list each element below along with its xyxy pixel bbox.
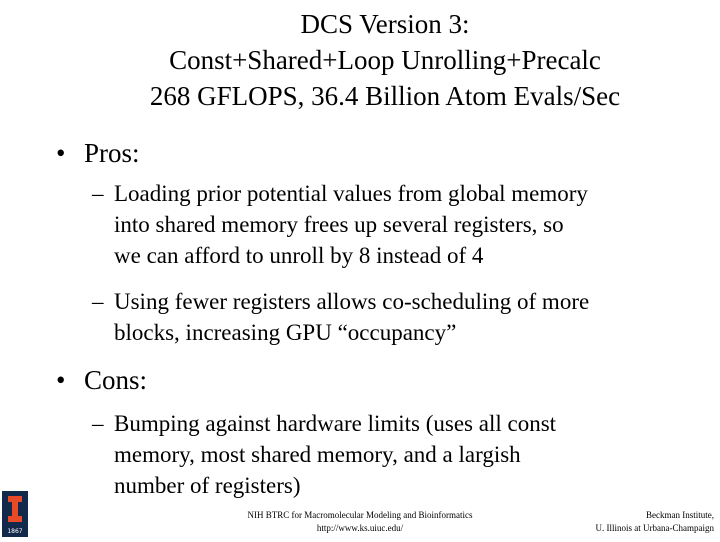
dash-marker: –	[92, 411, 104, 436]
pros-item-2-line-1: Using fewer registers allows co-scheduling of more	[114, 289, 590, 314]
pros-item-2	[92, 286, 590, 348]
dash-marker: –	[92, 289, 104, 314]
cons-item-1-line-2: memory, most shared memory, and a largish	[114, 442, 521, 467]
bullet-marker: •	[56, 138, 66, 168]
title-line-1: DCS Version 3:	[300, 9, 470, 39]
pros-item-1-line-1: Loading prior potential values from global memory	[114, 181, 588, 206]
footer-center-line-1: NIH BTRC for Macromolecular Modeling and Bioinformatics	[247, 510, 473, 520]
footer-right-line-1: Beckman Institute,	[646, 510, 714, 520]
university-logo	[2, 491, 28, 537]
cons-heading: Cons:	[84, 365, 148, 395]
cons-item-1-line-1: Bumping against hardware limits (uses all const	[114, 411, 557, 436]
pros-item-1-line-2: into shared memory frees up several registers, so	[114, 212, 564, 237]
footer-center	[200, 509, 520, 535]
title-line-3: 268 GFLOPS, 36.4 Billion Atom Evals/Sec	[149, 81, 621, 111]
pros-item-2-line-2: blocks, increasing GPU “occupancy”	[114, 320, 457, 345]
logo-year: 1867	[7, 528, 23, 535]
pros-item-1	[92, 178, 588, 271]
slide-title	[60, 6, 710, 114]
dash-marker: –	[92, 181, 104, 206]
footer-right-line-2: U. Illinois at Urbana-Champaign	[595, 523, 714, 533]
pros-heading: Pros:	[84, 138, 140, 168]
footer-right	[596, 509, 714, 535]
cons-item-1	[92, 408, 557, 501]
cons-item-1-line-3: number of registers)	[114, 473, 301, 498]
block-i-icon	[2, 491, 28, 537]
pros-bullet	[56, 136, 140, 170]
cons-bullet	[56, 363, 147, 397]
pros-item-1-line-3: we can afford to unroll by 8 instead of 4	[114, 243, 484, 268]
title-line-2: Const+Shared+Loop Unrolling+Precalc	[169, 45, 601, 75]
footer-url: http://www.ks.uiuc.edu/	[316, 523, 404, 533]
bullet-marker: •	[56, 365, 66, 395]
